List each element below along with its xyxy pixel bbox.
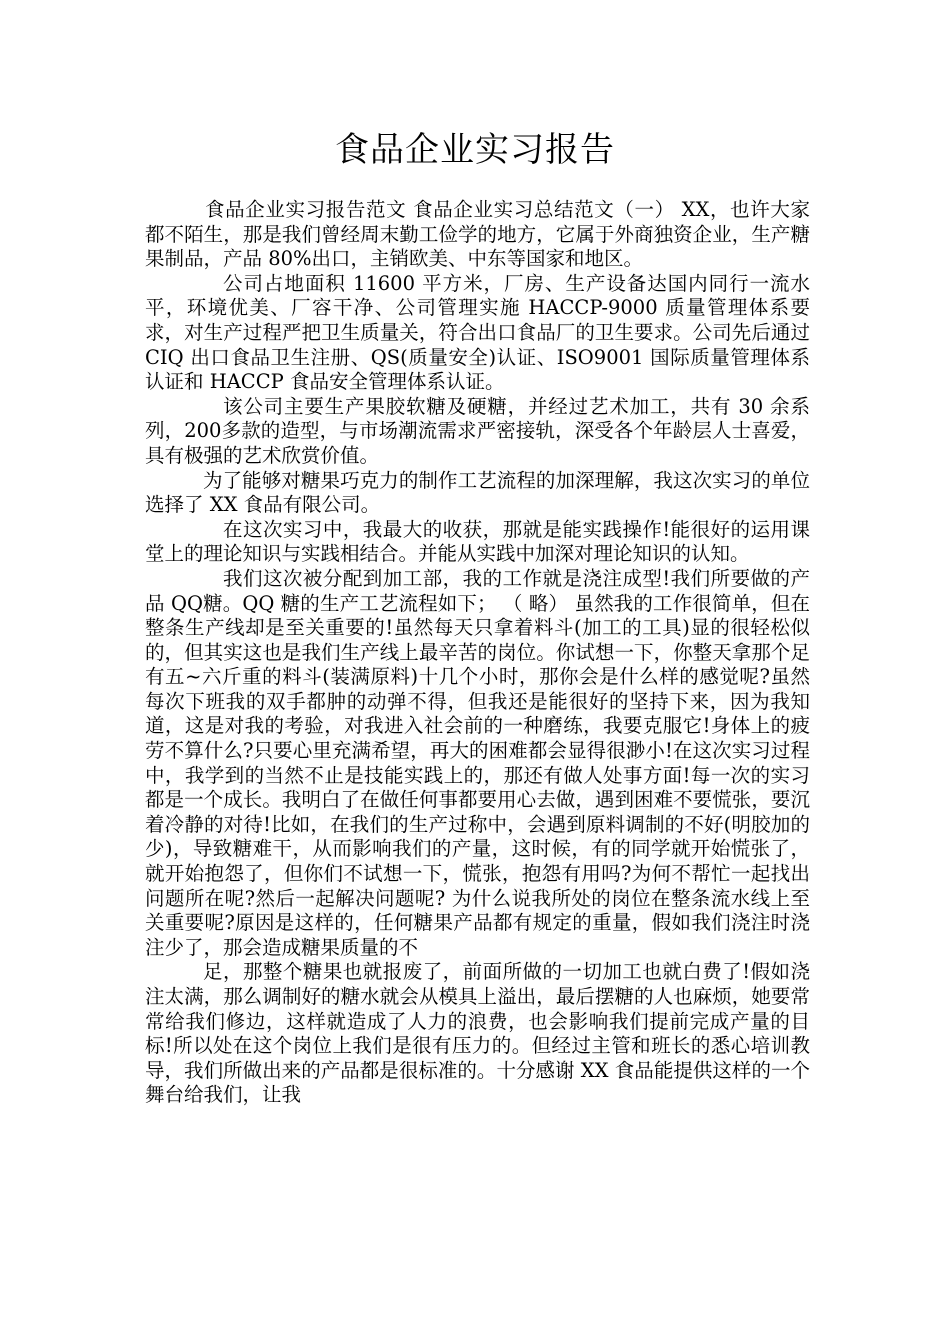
document-body	[145, 198, 810, 1108]
paragraph-internship-choice: 为了能够对糖果巧克力的制作工艺流程的加深理解，我这次实习的单位选择了 XX 食品有限公司。	[145, 468, 810, 517]
paragraph-work-experience: 我们这次被分配到加工部，我的工作就是浇注成型!我们所要做的产品 QQ糖。QQ 糖的生产工艺流程如下； （ 略） 虽然我的工作很简单，但在整条生产线却是至关重要的!虽然每天只拿着料斗(加工的工具)显的很轻松似的，但其实这也是我们生产线上最辛苦的岗位。你试想一下，你整天拿那个足有五~六斤重的料斗(装满原料)十几个小时，那你会是什么样的感觉呢?虽然每次下班我的双手都肿的动弹不得，但我还是能很好的坚持下来，因为我知道，这是对我的考验，对我进入社会前的一种磨练，我要克服它!身体上的疲劳不算什么?只要心里充满希望，再大的困难都会显得很渺小!在这次实习过程中，我学到的当然不止是技能实践上的，那还有做人处事方面!每一次的实习都是一个成长。我明白了在做任何事都要用心去做，遇到困难不要慌张，要沉着冷静的对待!比如，在我们的生产过称中，会遇到原料调制的不好(明胶加的少)，导致糖难干，从而影响我们的产量，这时候，有的同学就开始慌张了，就开始抱怨了，但你们不试想一下，慌张，抱怨有用吗?为何不帮忙一起找出问题所在呢?然后一起解决问题呢? 为什么说我所处的岗位在整条流水线上至关重要呢?原因是这样的，任何糖果产品都有规定的重量，假如我们浇注时浇注少了，那会造成糖果质量的不	[145, 566, 810, 959]
paragraph-gains: 在这次实习中，我最大的收获，那就是能实践操作!能很好的运用课堂上的理论知识与实践相结合。并能从实践中加深对理论知识的认知。	[145, 517, 810, 566]
document-title: 食品企业实习报告	[335, 130, 615, 170]
paragraph-intro: 食品企业实习报告范文 食品企业实习总结范文（一） XX，也许大家都不陌生，那是我们曾经周末勤工俭学的地方，它属于外商独资企业，生产糖果制品，产品 80%出口，主销欧美、中东等国家和地区。	[145, 198, 810, 271]
paragraph-conclusion: 足，那整个糖果也就报废了，前面所做的一切加工也就白费了!假如浇注太满，那么调制好的糖水就会从模具上溢出，最后摆糖的人也麻烦，她要常常给我们修边，这样就造成了人力的浪费，也会影响我们提前完成产量的目标!所以处在这个岗位上我们是很有压力的。但经过主管和班长的悉心培训教导，我们所做出来的产品都是很标准的。十分感谢 XX 食品能提供这样的一个舞台给我们，让我	[145, 960, 810, 1107]
paragraph-company-facilities: 公司占地面积 11600 平方米，厂房、生产设备达国内同行一流水平，环境优美、厂容干净、公司管理实施 HACCP-9000 质量管理体系要求，对生产过程严把卫生质量关，符合出口食品厂的卫生要求。公司先后通过 CIQ 出口食品卫生注册、QS(质量安全)认证、ISO9001 国际质量管理体系认证和 HACCP 食品安全管理体系认证。	[145, 271, 810, 394]
paragraph-products: 该公司主要生产果胶软糖及硬糖，并经过艺术加工，共有 30 余系列，200多款的造型，与市场潮流需求严密接轨，深受各个年龄层人士喜爱，具有极强的艺术欣赏价值。	[145, 394, 810, 467]
